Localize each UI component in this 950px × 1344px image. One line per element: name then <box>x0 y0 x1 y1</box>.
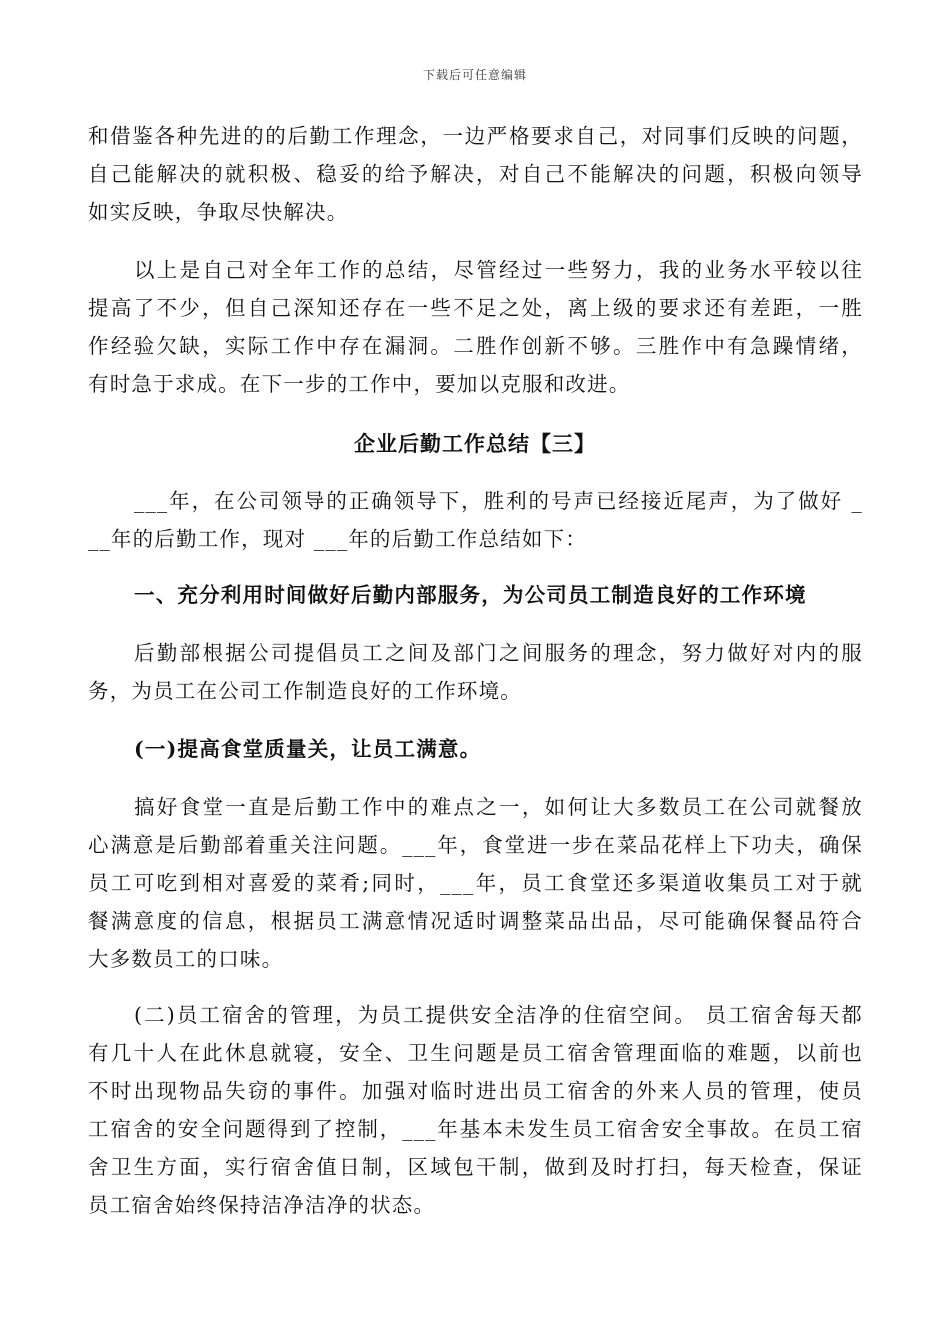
paragraph-2 <box>88 251 863 403</box>
heading-1: 一、充分利用时间做好后勤内部服务，为公司员工制造良好的工作环境 <box>134 583 807 607</box>
text-line: 搞好食堂一直是后勤工作中的难点之一，如何让大多数员工在公司就餐放 <box>134 795 863 819</box>
text-line: 餐满意度的信息，根据员工满意情况适时调整菜品出品，尽可能确保餐品符合 <box>88 909 863 933</box>
text-line: 有时急于求成。在下一步的工作中，要加以克服和改进。 <box>88 372 631 396</box>
page-header: 下载后可任意编辑 <box>422 68 527 82</box>
paragraph-6 <box>88 996 863 1224</box>
text-line: 工宿舍的安全问题得到了控制，___年基本未发生员工宿舍安全事故。在员工宿 <box>88 1117 863 1141</box>
text-line: 员工宿舍始终保持洁净洁净的状态。 <box>88 1193 436 1217</box>
paragraph-5 <box>88 788 863 978</box>
text-line: 提高了不少，但自己深知还存在一些不足之处，离上级的要求还有差距，一胜 <box>88 296 863 320</box>
text-line: __年的后勤工作，现对 ___年的后勤工作总结如下： <box>88 527 587 551</box>
paragraph-3 <box>88 482 863 558</box>
text-line: 务，为员工在公司工作制造良好的工作环境。 <box>88 679 522 703</box>
heading-2: (一)提高食堂质量关，让员工满意。 <box>134 737 482 761</box>
text-line: 员工可吃到相对喜爱的菜肴;同时，___年，员工食堂还多渠道收集员工对于就 <box>88 871 863 895</box>
text-line: 和借鉴各种先进的的后勤工作理念，一边严格要求自己，对同事们反映的问题， <box>88 124 863 148</box>
text-line: 有几十人在此休息就寝，安全、卫生问题是员工宿舍管理面临的难题，以前也 <box>88 1041 863 1065</box>
text-line: ___年，在公司领导的正确领导下，胜利的号声已经接近尾声，为了做好 _ <box>134 489 863 513</box>
text-line: 大多数员工的口味。 <box>88 947 284 971</box>
section-title: 企业后勤工作总结【三】 <box>354 431 596 456</box>
paragraph-1 <box>88 117 863 231</box>
text-line: (二)员工宿舍的管理，为员工提供安全洁净的住宿空间。 员工宿舍每天都 <box>134 1003 863 1027</box>
text-line: 后勤部根据公司提倡员工之间及部门之间服务的理念，努力做好对内的服 <box>134 641 863 665</box>
paragraph-4 <box>88 634 863 710</box>
text-line: 不时出现物品失窃的事件。加强对临时进出员工宿舍的外来人员的管理，使员 <box>88 1079 863 1103</box>
text-line: 心满意是后勤部着重关注问题。___年，食堂进一步在菜品花样上下功夫，确保 <box>88 833 863 857</box>
text-line: 如实反映，争取尽快解决。 <box>88 200 349 224</box>
heading-2-block <box>88 730 863 768</box>
text-line: 自己能解决的就积极、稳妥的给予解决，对自己不能解决的问题，积极向领导 <box>88 162 863 186</box>
text-line: 舍卫生方面，实行宿舍值日制，区域包干制，做到及时打扫，每天检查，保证 <box>88 1155 863 1179</box>
text-line: 作经验欠缺，实际工作中存在漏洞。二胜作创新不够。三胜作中有急躁情绪， <box>88 334 863 358</box>
text-line: 以上是自己对全年工作的总结，尽管经过一些努力，我的业务水平较以往 <box>134 258 863 282</box>
heading-1-block <box>88 576 863 614</box>
